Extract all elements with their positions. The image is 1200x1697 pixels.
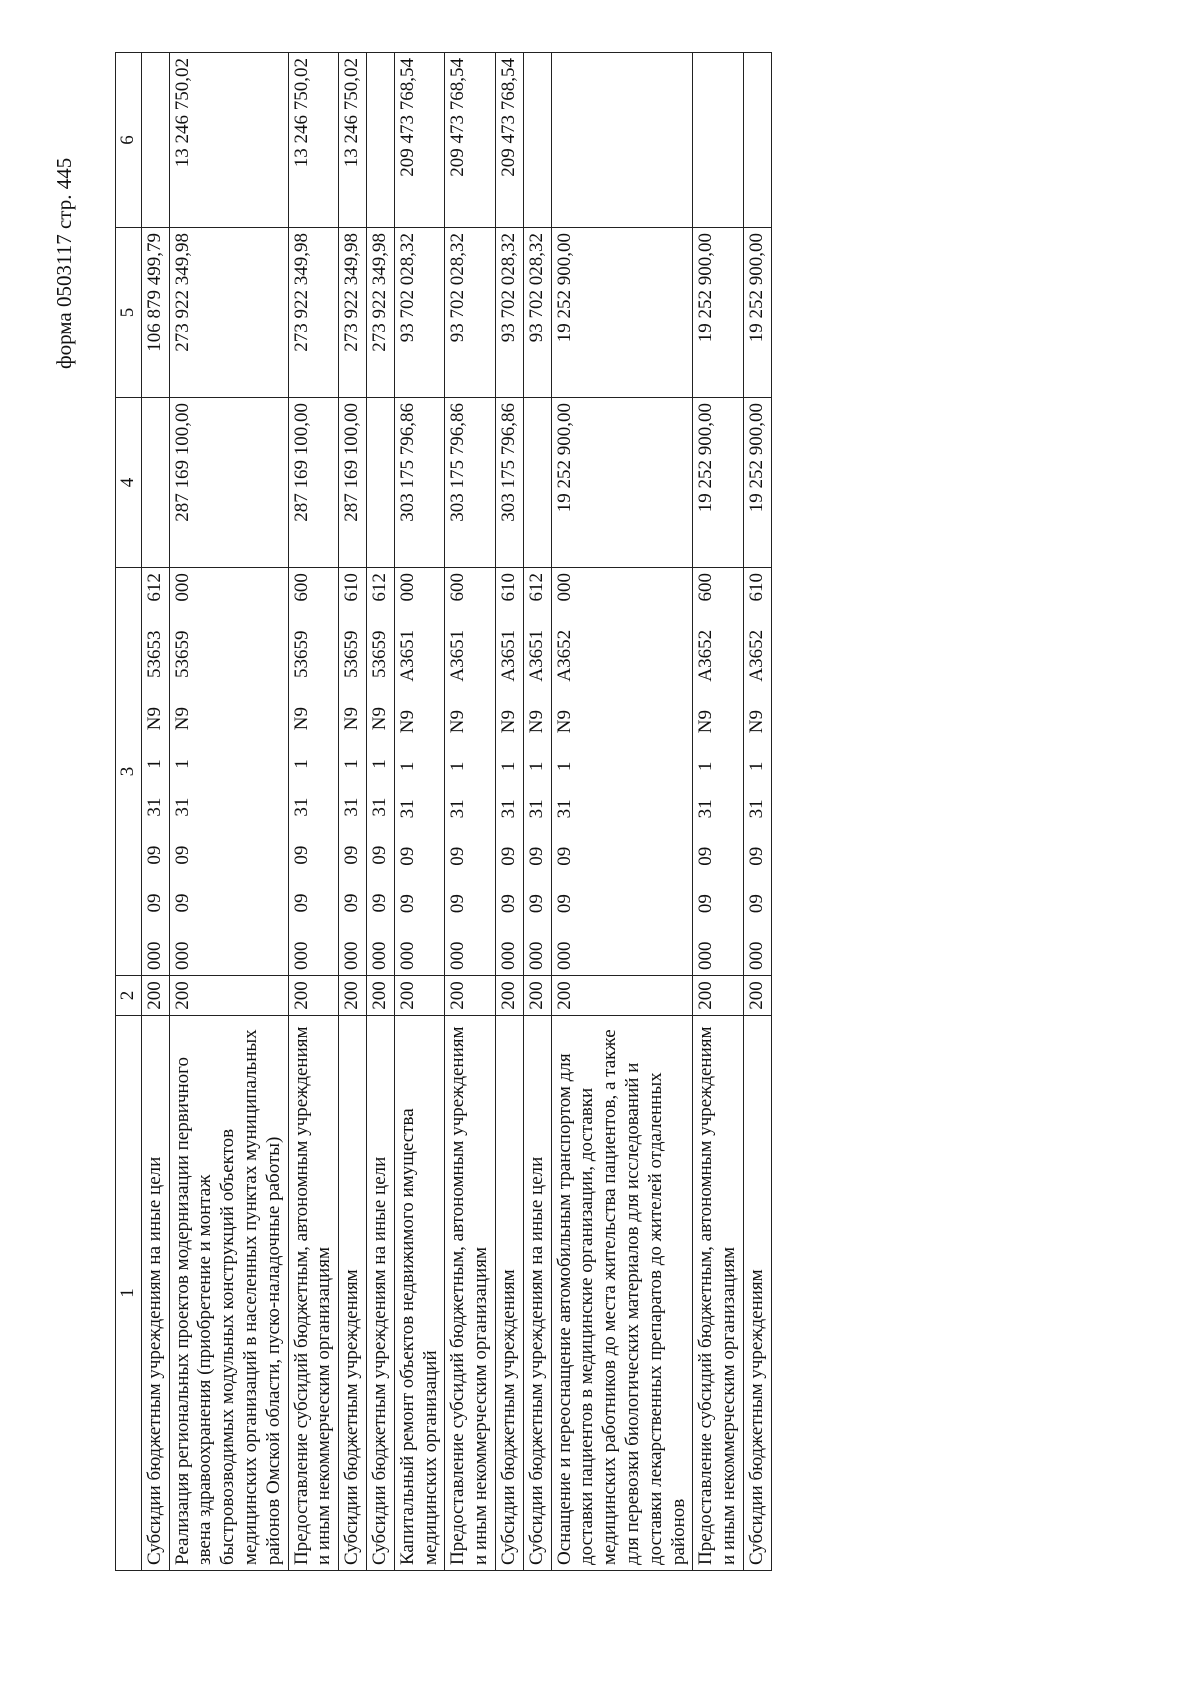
budget-code-part: 09 [143, 893, 165, 913]
budget-code-part: 09 [497, 894, 519, 914]
budget-code-part: 09 [695, 846, 717, 866]
budget-code-part: А3651 [447, 629, 469, 682]
header-col-2: 2 [116, 976, 142, 1016]
row-executed-amount: 273 922 349,98 [288, 228, 339, 398]
budget-code-part: 09 [171, 893, 193, 913]
budget-code-part: А3652 [695, 629, 717, 682]
row-approved-amount: 287 169 100,00 [288, 398, 339, 568]
row-unexecuted-amount: 209 473 768,54 [445, 53, 496, 228]
table-row [339, 53, 367, 1571]
row-line-code: 200 [339, 976, 367, 1016]
table-row [743, 53, 771, 1571]
budget-code-part: 53659 [341, 630, 363, 679]
budget-code-part: 610 [745, 573, 767, 602]
budget-code-part: 1 [745, 761, 767, 772]
row-executed-amount: 19 252 900,00 [551, 228, 693, 398]
header-col-6: 6 [116, 53, 142, 228]
table-row [495, 53, 523, 1571]
budget-code-part: N9 [290, 707, 312, 731]
budget-code-part: 1 [341, 759, 363, 769]
row-line-code: 200 [288, 976, 339, 1016]
budget-code-part: 1 [290, 759, 312, 769]
row-line-code: 200 [495, 976, 523, 1016]
budget-code-part: N9 [341, 707, 363, 731]
row-line-code: 200 [445, 976, 496, 1016]
budget-code-part: 09 [341, 845, 363, 865]
row-approved-amount [366, 398, 394, 568]
row-budget-code [551, 568, 693, 976]
table-row [693, 53, 744, 1571]
row-name: Предоставление субсидий бюджетным, автономным учреждениям и иным некоммерческим организациям [288, 1016, 339, 1571]
budget-code-part: 31 [695, 799, 717, 819]
row-line-code: 200 [743, 976, 771, 1016]
budget-code-part: 09 [497, 846, 519, 866]
budget-code-part: 000 [497, 941, 519, 970]
row-unexecuted-amount: 209 473 768,54 [394, 53, 445, 228]
row-approved-amount: 287 169 100,00 [169, 398, 288, 568]
budget-code-part: А3651 [525, 629, 547, 682]
row-approved-amount [523, 398, 551, 568]
budget-code-part: 000 [695, 941, 717, 970]
budget-code-part: N9 [143, 707, 165, 731]
budget-code-part: А3651 [396, 629, 418, 682]
header-col-1: 1 [116, 1016, 142, 1571]
budget-code-part: А3651 [497, 629, 519, 682]
row-name: Оснащение и переоснащение автомобильным транспортом для доставки пациентов в медицинские организации, доставки медицинских работников до места жительства пациентов, а также для перевозки биологических материалов для исследований и доставки лекарственных препаратов до жителей отдаленных районов [551, 1016, 693, 1571]
budget-code-part: N9 [553, 709, 575, 734]
header-col-5: 5 [116, 228, 142, 398]
row-unexecuted-amount [523, 53, 551, 228]
row-approved-amount: 303 175 796,86 [394, 398, 445, 568]
budget-code-part: 53659 [290, 630, 312, 679]
row-name: Субсидии бюджетным учреждениям на иные цели [523, 1016, 551, 1571]
budget-code-part: N9 [368, 707, 390, 731]
row-line-code: 200 [366, 976, 394, 1016]
budget-code-part: 31 [171, 797, 193, 817]
budget-code-part: 09 [447, 894, 469, 914]
budget-code-part: 09 [143, 845, 165, 865]
row-name: Субсидии бюджетным учреждениям [339, 1016, 367, 1571]
budget-code-part: 31 [553, 799, 575, 819]
table-row [366, 53, 394, 1571]
row-name: Капитальный ремонт объектов недвижимого имущества медицинских организаций [394, 1016, 445, 1571]
row-approved-amount: 303 175 796,86 [445, 398, 496, 568]
row-executed-amount: 93 702 028,32 [394, 228, 445, 398]
budget-code-part: 31 [447, 799, 469, 819]
row-approved-amount: 19 252 900,00 [551, 398, 693, 568]
budget-code-part: 09 [290, 845, 312, 865]
row-unexecuted-amount [551, 53, 693, 228]
budget-code-part: 000 [171, 941, 193, 970]
budget-code-part: 09 [553, 846, 575, 866]
row-unexecuted-amount: 13 246 750,02 [339, 53, 367, 228]
row-name: Субсидии бюджетным учреждениям на иные цели [141, 1016, 169, 1571]
budget-code-part: 1 [553, 761, 575, 772]
row-executed-amount: 93 702 028,32 [495, 228, 523, 398]
budget-code-part: 000 [290, 941, 312, 970]
row-name: Субсидии бюджетным учреждениям [495, 1016, 523, 1571]
header-col-4: 4 [116, 398, 142, 568]
row-line-code: 200 [693, 976, 744, 1016]
budget-code-part: 1 [525, 761, 547, 772]
budget-code-part: 600 [447, 573, 469, 602]
row-executed-amount: 273 922 349,98 [339, 228, 367, 398]
budget-code-part: 31 [368, 797, 390, 817]
row-executed-amount: 93 702 028,32 [445, 228, 496, 398]
budget-code-part: 000 [553, 941, 575, 970]
budget-code-part: 53659 [368, 630, 390, 679]
budget-code-part: 31 [290, 797, 312, 817]
budget-code-part: 1 [171, 759, 193, 769]
row-executed-amount: 273 922 349,98 [366, 228, 394, 398]
budget-code-part: 610 [497, 573, 519, 602]
table-row [288, 53, 339, 1571]
row-budget-code [693, 568, 744, 976]
row-unexecuted-amount: 209 473 768,54 [495, 53, 523, 228]
budget-code-part: 1 [368, 759, 390, 769]
budget-code-part: 1 [396, 761, 418, 772]
row-budget-code [288, 568, 339, 976]
row-budget-code [495, 568, 523, 976]
budget-code-part: N9 [525, 709, 547, 734]
budget-code-part: 31 [497, 799, 519, 819]
budget-code-part: N9 [171, 707, 193, 731]
budget-code-part: 000 [553, 573, 575, 602]
table-row [445, 53, 496, 1571]
budget-code-part: 1 [695, 761, 717, 772]
budget-code-part: 000 [447, 941, 469, 970]
row-unexecuted-amount [366, 53, 394, 228]
row-budget-code [366, 568, 394, 976]
table-row [394, 53, 445, 1571]
budget-code-part: 09 [553, 894, 575, 914]
row-name: Реализация региональных проектов модернизации первичного звена здравоохранения (приобретение и монтаж быстровозводимых модульных конструкций объектов медицинских организаций в населенных пунктах муниципальных районов Омской области, пуско-наладочные работы) [169, 1016, 288, 1571]
row-approved-amount [141, 398, 169, 568]
budget-code-part: 000 [396, 941, 418, 970]
budget-code-part: 09 [171, 845, 193, 865]
budget-code-part: 09 [368, 893, 390, 913]
budget-code-part: 09 [396, 846, 418, 866]
row-line-code: 200 [551, 976, 693, 1016]
budget-code-part: 612 [525, 573, 547, 602]
budget-code-part: 000 [396, 573, 418, 602]
budget-code-part: N9 [497, 709, 519, 734]
budget-code-part: 000 [525, 941, 547, 970]
budget-code-part: 000 [171, 573, 193, 602]
row-name: Предоставление субсидий бюджетным, автономным учреждениям и иным некоммерческим организациям [693, 1016, 744, 1571]
table-row [523, 53, 551, 1571]
budget-code-part: 31 [341, 797, 363, 817]
row-approved-amount: 303 175 796,86 [495, 398, 523, 568]
table-row [551, 53, 693, 1571]
row-executed-amount: 93 702 028,32 [523, 228, 551, 398]
table-row [169, 53, 288, 1571]
budget-code-part: 610 [341, 573, 363, 602]
budget-code-part: 612 [143, 573, 165, 602]
row-executed-amount: 19 252 900,00 [743, 228, 771, 398]
row-budget-code [394, 568, 445, 976]
budget-code-part: А3652 [745, 629, 767, 682]
budget-code-part: 1 [447, 761, 469, 772]
row-unexecuted-amount [743, 53, 771, 228]
budget-execution-table [115, 52, 772, 1571]
budget-code-part: 31 [143, 797, 165, 817]
budget-code-part: 09 [368, 845, 390, 865]
row-budget-code [523, 568, 551, 976]
budget-code-part: 600 [290, 573, 312, 602]
budget-code-part: 600 [695, 573, 717, 602]
budget-code-part: 31 [745, 799, 767, 819]
row-approved-amount: 19 252 900,00 [743, 398, 771, 568]
budget-code-part: 000 [368, 941, 390, 970]
row-unexecuted-amount [141, 53, 169, 228]
row-unexecuted-amount: 13 246 750,02 [169, 53, 288, 228]
budget-code-part: 09 [290, 893, 312, 913]
row-executed-amount: 273 922 349,98 [169, 228, 288, 398]
budget-code-part: 09 [341, 893, 363, 913]
budget-code-part: 53659 [171, 630, 193, 679]
budget-code-part: N9 [695, 709, 717, 734]
row-executed-amount: 106 879 499,79 [141, 228, 169, 398]
form-reference: форма 0503117 стр. 445 [52, 157, 76, 369]
row-executed-amount: 19 252 900,00 [693, 228, 744, 398]
header-col-3: 3 [116, 568, 142, 976]
budget-code-part: 000 [745, 941, 767, 970]
budget-code-part: 31 [525, 799, 547, 819]
header-row [116, 53, 142, 1571]
budget-code-part: 1 [497, 761, 519, 772]
budget-code-part: 1 [143, 759, 165, 769]
row-line-code: 200 [394, 976, 445, 1016]
budget-code-part: 31 [396, 799, 418, 819]
budget-code-part: А3652 [553, 629, 575, 682]
budget-code-part: 09 [745, 846, 767, 866]
budget-code-part: 53653 [143, 630, 165, 679]
row-name: Предоставление субсидий бюджетным, автономным учреждениям и иным некоммерческим организациям [445, 1016, 496, 1571]
row-budget-code [169, 568, 288, 976]
table-row [141, 53, 169, 1571]
row-approved-amount: 287 169 100,00 [339, 398, 367, 568]
budget-code-part: N9 [396, 709, 418, 734]
row-line-code: 200 [169, 976, 288, 1016]
table-body [141, 53, 771, 1571]
budget-code-part: 09 [525, 846, 547, 866]
budget-code-part: N9 [745, 709, 767, 734]
budget-code-part: 09 [396, 894, 418, 914]
budget-code-part: 612 [368, 573, 390, 602]
budget-code-part: 09 [745, 894, 767, 914]
budget-code-part: N9 [447, 709, 469, 734]
row-budget-code [445, 568, 496, 976]
row-name: Субсидии бюджетным учреждениям [743, 1016, 771, 1571]
budget-code-part: 000 [341, 941, 363, 970]
budget-code-part: 000 [143, 941, 165, 970]
row-budget-code [339, 568, 367, 976]
budget-code-part: 09 [695, 894, 717, 914]
row-budget-code [743, 568, 771, 976]
row-line-code: 200 [141, 976, 169, 1016]
row-line-code: 200 [523, 976, 551, 1016]
row-budget-code [141, 568, 169, 976]
row-name: Субсидии бюджетным учреждениям на иные цели [366, 1016, 394, 1571]
row-unexecuted-amount [693, 53, 744, 228]
row-unexecuted-amount: 13 246 750,02 [288, 53, 339, 228]
budget-code-part: 09 [525, 894, 547, 914]
row-approved-amount: 19 252 900,00 [693, 398, 744, 568]
budget-code-part: 09 [447, 846, 469, 866]
